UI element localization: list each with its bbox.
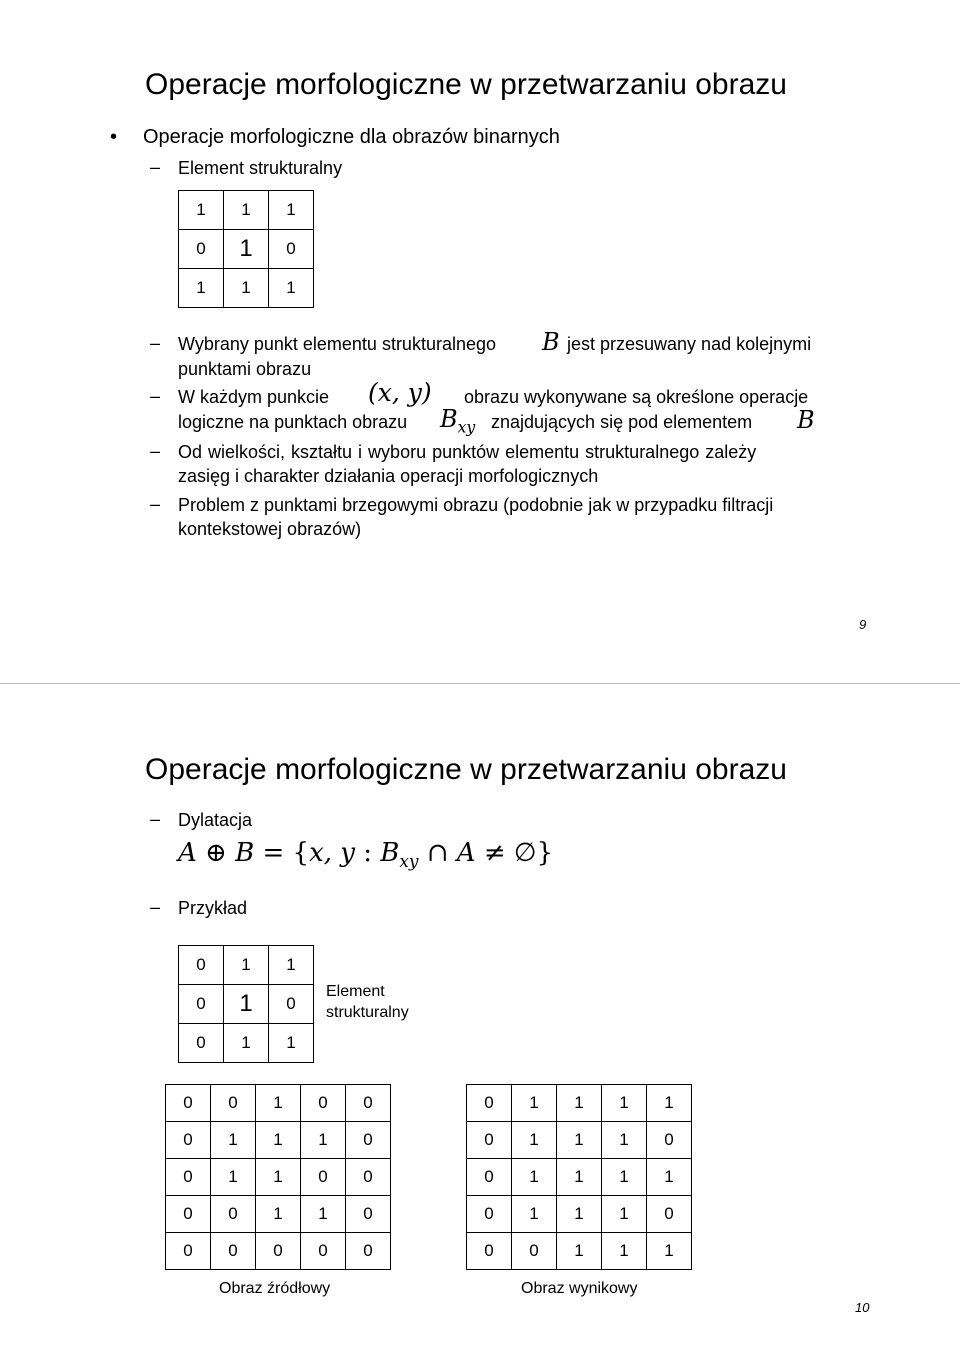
matrix-row <box>166 1159 391 1196</box>
dash-icon: – <box>150 809 161 829</box>
matrix-cell: 0 <box>269 985 314 1024</box>
matrix-cell: 1 <box>224 985 269 1024</box>
sub-item-example: Przykład <box>178 898 248 918</box>
matrix-cell: 0 <box>647 1122 692 1159</box>
matrix-row <box>179 269 314 308</box>
matrix-row <box>467 1085 692 1122</box>
matrix-cell: 0 <box>166 1122 211 1159</box>
matrix-cell: 0 <box>211 1233 256 1270</box>
math-xy-pair: (x, y) <box>368 378 432 407</box>
source-image-matrix <box>165 1084 391 1270</box>
text-each-point-a: W każdym punkcie <box>178 387 330 407</box>
matrix-cell: 1 <box>602 1085 647 1122</box>
matrix-cell: 1 <box>647 1085 692 1122</box>
math-bxy: $B_{xy}$ <box>440 405 476 437</box>
example-structuring-element-matrix <box>178 945 314 1063</box>
matrix-cell: 0 <box>166 1085 211 1122</box>
matrix-cell: 0 <box>211 1085 256 1122</box>
matrix-cell: 0 <box>346 1233 391 1270</box>
matrix-row <box>467 1196 692 1233</box>
matrix-cell: 1 <box>647 1233 692 1270</box>
text-size-shape-line2: zasięg i charakter działania operacji morfologicznych <box>178 466 599 486</box>
matrix-cell: 1 <box>557 1085 602 1122</box>
text-selected-point-b: jest przesuwany nad kolejnymi <box>567 334 812 354</box>
matrix-cell: 1 <box>557 1122 602 1159</box>
matrix-cell: 1 <box>269 269 314 308</box>
bullet-heading: Operacje morfologiczne dla obrazów binarnych <box>143 126 560 148</box>
matrix-cell: 1 <box>602 1122 647 1159</box>
matrix-cell: 1 <box>602 1196 647 1233</box>
matrix-cell: 1 <box>647 1159 692 1196</box>
page-title: Operacje morfologiczne w przetwarzaniu obrazu <box>145 753 787 786</box>
bullet-dot-icon: • <box>110 126 118 148</box>
page-title: Operacje morfologiczne w przetwarzaniu obrazu <box>145 68 787 101</box>
matrix-cell: 0 <box>166 1233 211 1270</box>
math-b-2: B <box>797 406 815 434</box>
matrix-cell: 1 <box>269 1024 314 1063</box>
matrix-cell: 1 <box>602 1159 647 1196</box>
matrix-cell: 0 <box>467 1159 512 1196</box>
matrix-cell: 0 <box>301 1085 346 1122</box>
matrix-cell: 1 <box>512 1159 557 1196</box>
math-b: B <box>542 328 560 356</box>
text-each-point-b: obrazu wykonywane są określone operacje <box>464 387 809 407</box>
matrix-cell: 0 <box>467 1122 512 1159</box>
matrix-cell: 1 <box>224 230 269 269</box>
matrix-cell: 1 <box>224 269 269 308</box>
source-caption: Obraz źródłowy <box>219 1280 331 1297</box>
matrix-cell: 0 <box>179 946 224 985</box>
element-label: Element strukturalny <box>326 983 409 1021</box>
matrix-row <box>166 1122 391 1159</box>
matrix-cell: 1 <box>557 1159 602 1196</box>
matrix-cell: 1 <box>269 191 314 230</box>
sub-item-dilation: Dylatacja <box>178 810 253 830</box>
matrix-cell: 0 <box>467 1085 512 1122</box>
matrix-cell: 1 <box>224 946 269 985</box>
dash-icon: – <box>150 386 161 406</box>
matrix-cell: 0 <box>346 1159 391 1196</box>
structuring-element-matrix <box>178 190 314 308</box>
matrix-cell: 1 <box>512 1085 557 1122</box>
matrix-row <box>179 191 314 230</box>
matrix-cell: 1 <box>179 191 224 230</box>
matrix-cell: 1 <box>256 1196 301 1233</box>
text-selected-point-a: Wybrany punkt elementu strukturalnego <box>178 334 497 354</box>
matrix-cell: 1 <box>512 1122 557 1159</box>
matrix-cell: 0 <box>166 1159 211 1196</box>
matrix-cell: 0 <box>512 1233 557 1270</box>
result-image-matrix <box>466 1084 692 1270</box>
text-logical-a: logiczne na punktach obrazu <box>178 412 408 432</box>
matrix-cell: 1 <box>179 269 224 308</box>
matrix-cell: 1 <box>301 1196 346 1233</box>
matrix-cell: 1 <box>211 1122 256 1159</box>
matrix-cell: 1 <box>557 1233 602 1270</box>
matrix-row <box>179 985 314 1024</box>
matrix-cell: 0 <box>179 1024 224 1063</box>
matrix-row <box>179 1024 314 1063</box>
matrix-cell: 0 <box>301 1159 346 1196</box>
matrix-cell: 0 <box>269 230 314 269</box>
text-selected-point-line2: punktami obrazu <box>178 359 312 379</box>
matrix-cell: 0 <box>301 1233 346 1270</box>
matrix-cell: 0 <box>467 1233 512 1270</box>
text-logical-b: znajdujących się pod elementem <box>491 412 753 432</box>
matrix-row <box>179 946 314 985</box>
page-divider <box>0 683 960 684</box>
matrix-row <box>467 1122 692 1159</box>
matrix-cell: 1 <box>256 1159 301 1196</box>
matrix-cell: 0 <box>166 1196 211 1233</box>
matrix-cell: 1 <box>224 1024 269 1063</box>
matrix-cell: 1 <box>256 1085 301 1122</box>
matrix-cell: 0 <box>346 1085 391 1122</box>
matrix-cell: 0 <box>179 230 224 269</box>
matrix-row <box>467 1233 692 1270</box>
matrix-cell: 0 <box>346 1196 391 1233</box>
matrix-row <box>179 230 314 269</box>
matrix-row <box>166 1233 391 1270</box>
matrix-cell: 1 <box>224 191 269 230</box>
matrix-cell: 0 <box>647 1196 692 1233</box>
text-size-shape: Od wielkości, kształtu i wyboru punktów elementu strukturalnego zależy <box>178 442 757 462</box>
matrix-row <box>467 1159 692 1196</box>
text-border-problem: Problem z punktami brzegowymi obrazu (podobnie jak w przypadku filtracji <box>178 495 774 515</box>
matrix-row <box>166 1196 391 1233</box>
page-number: 10 <box>855 1300 870 1315</box>
matrix-cell: 0 <box>256 1233 301 1270</box>
matrix-cell: 1 <box>211 1159 256 1196</box>
matrix-cell: 1 <box>557 1196 602 1233</box>
dash-icon: – <box>150 333 161 353</box>
dash-icon: – <box>150 157 161 177</box>
page-number: 9 <box>859 617 867 632</box>
matrix-cell: 1 <box>256 1122 301 1159</box>
text-border-problem-line2: kontekstowej obrazów) <box>178 519 362 539</box>
dash-icon: – <box>150 897 161 917</box>
matrix-cell: 0 <box>179 985 224 1024</box>
dash-icon: – <box>150 494 161 514</box>
result-caption: Obraz wynikowy <box>521 1280 638 1297</box>
matrix-row <box>166 1085 391 1122</box>
matrix-cell: 0 <box>211 1196 256 1233</box>
matrix-cell: 1 <box>602 1233 647 1270</box>
matrix-cell: 1 <box>301 1122 346 1159</box>
matrix-cell: 0 <box>346 1122 391 1159</box>
dilation-formula: A ⊕ B = {x, y : $B_{xy}$ ∩ A ≠ ∅} <box>178 838 554 871</box>
matrix-cell: 1 <box>269 946 314 985</box>
dash-icon: – <box>150 441 161 461</box>
matrix-cell: 0 <box>467 1196 512 1233</box>
sub-item-structuring-element: Element strukturalny <box>178 158 343 178</box>
matrix-cell: 1 <box>512 1196 557 1233</box>
